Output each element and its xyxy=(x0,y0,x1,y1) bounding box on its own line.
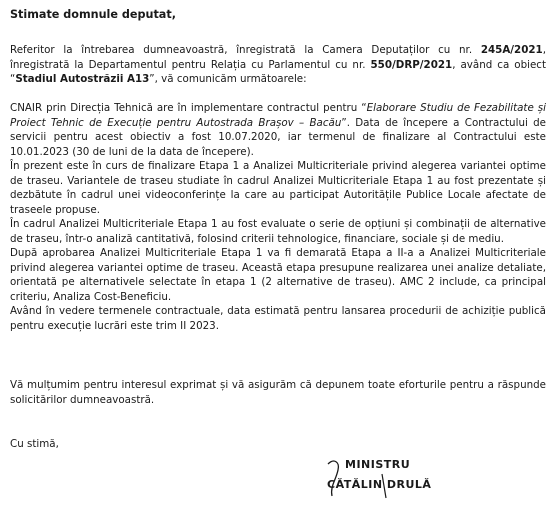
evaluation-paragraph: În cadrul Analizei Multicriteriale Etapa 1 au fost evaluate o serie de opțiuni și combinații de alternative de traseu, într-o analiză cantitativă, folosind criterii tehnologice, financiare, sociale și de mediu. xyxy=(10,218,546,245)
registration-number-drp: 550/DRP/2021 xyxy=(370,58,453,71)
body-paragraphs xyxy=(10,101,546,333)
procurement-paragraph: Având în vedere termenele contractuale, data estimată pentru lansarea procedurii de achiziție publică pentru execuție lucrări este trim II 2023. xyxy=(10,305,546,332)
greeting: Stimate domnule deputat, xyxy=(10,8,176,21)
closing: Cu stimă, xyxy=(10,438,59,450)
signature-title: MINISTRU xyxy=(345,458,411,471)
contract-paragraph: CNAIR prin Direcția Tehnică are în implementare contractul pentru “Elaborare Studiu de Fezabilitate și Proiect Tehnic de Execuție pentru Autostrada Brașov – Bacău”. Data de începere a Contractului de servicii pentru acest obiectiv a fost 10.07.2020, iar termenul de finalizare al Contractului este 10.01.2023 (30 de luni de la data de începere). xyxy=(10,102,546,158)
stage2-paragraph: După aprobarea Analizei Multicriteriale Etapa 1 va fi demarată Etapa a II-a a Analizei Multicriteriale privind alegerea variantei optime de traseu. Această etapa presupune realizarea unei analize detaliate, orientată pe alternativele selectate în etapa 1 (2 alternative de traseu). AMC 2 include, ca principal criteriu, Analiza Cost-Beneficiu. xyxy=(10,247,546,303)
contract-title: Elaborare Studiu de Fezabilitate și Proiect Tehnic de Execuție pentru Autostrada Brașov – Bacău xyxy=(10,102,546,129)
signature-name: CĂTĂLIN DRULĂ xyxy=(327,478,432,491)
subject-title: Stadiul Autostrăzii A13 xyxy=(15,73,150,85)
thanks-paragraph: Vă mulțumim pentru interesul exprimat și vă asigurăm că depunem toate eforturile pentru a răspunde solicitărilor dumneavoastră. xyxy=(10,379,546,406)
stage1-paragraph: În prezent este în curs de finalizare Etapa 1 a Analizei Multicriteriale privind alegerea variantei optime de traseu. Variantele de traseu studiate în cadrul Analizei Multicriteriale Etapa 1 au fost prezentate și dezbătute în cadrul unei videoconferințe la care au participat Autoritățile Publice Locale afectate de traseele propuse. xyxy=(10,160,546,216)
intro-paragraph: Referitor la întrebarea dumneavoastră, înregistrată la Camera Deputaților cu nr. 245A/2021, înregistrată la Departamentul pentru Relația cu Parlamentul cu nr. 550/DRP/2021, având ca obiect “Stadiul Autostrăzii A13”, vă comunicăm următoarele: xyxy=(10,44,546,85)
registration-number-chamber: 245A/2021 xyxy=(480,44,543,56)
